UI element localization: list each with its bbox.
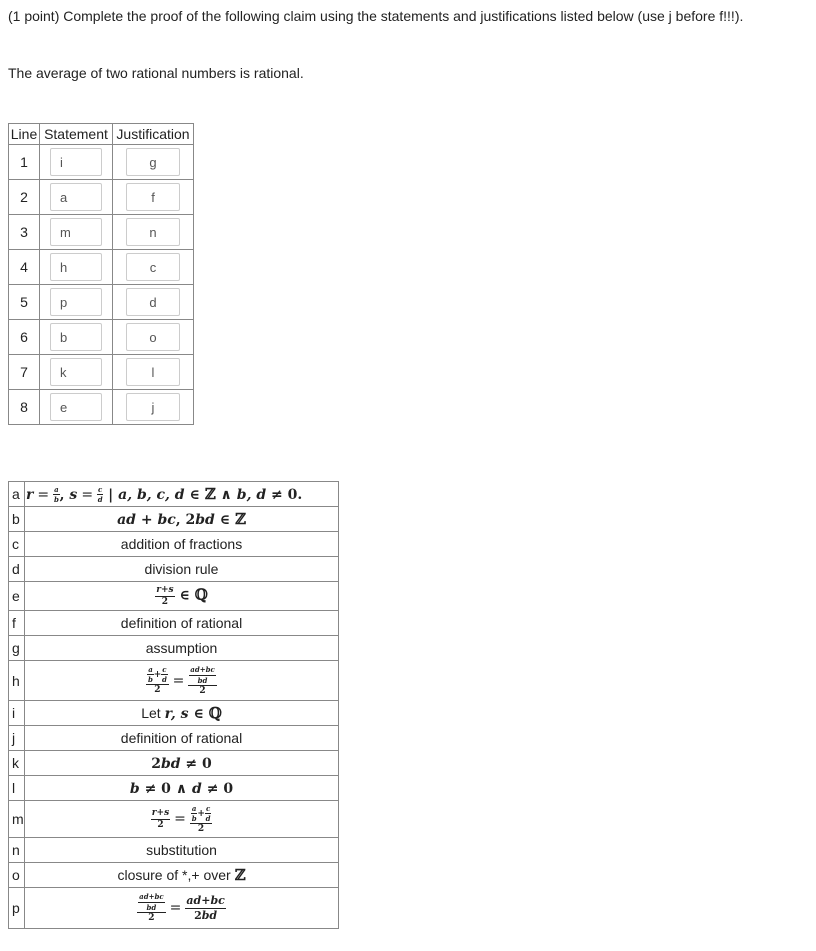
justification-input[interactable] xyxy=(126,218,180,246)
justification-input[interactable] xyxy=(126,393,180,421)
option-letter: g xyxy=(9,636,25,661)
option-row xyxy=(9,863,339,888)
option-letter: d xyxy=(9,557,25,582)
line-number: 4 xyxy=(9,250,40,285)
option-text: $\frac{a}{b}$ + $\frac{c}{d}$ 2 = $\frac{\frac{ad+bc}{bd}}{2}$ xyxy=(25,661,339,701)
option-row xyxy=(9,507,339,532)
header-statement: Statement xyxy=(40,124,113,145)
statement-input[interactable] xyxy=(50,183,102,211)
option-row xyxy=(9,661,339,701)
option-text: 2bd ≠ 0 xyxy=(25,751,339,776)
option-row xyxy=(9,701,339,726)
option-text-prefix: Let xyxy=(141,705,161,721)
option-text: definition of rational xyxy=(25,611,339,636)
option-text: $\frac{\frac{ad+bc}{bd}}{2}$ = $\frac{ad+bc}{2bd}$ xyxy=(25,888,339,929)
line-number: 3 xyxy=(9,215,40,250)
option-row xyxy=(9,557,339,582)
option-letter: b xyxy=(9,507,25,532)
option-text: closure of *,+ over ℤ xyxy=(25,863,339,888)
option-row xyxy=(9,801,339,838)
option-letter: p xyxy=(9,888,25,929)
statement-input[interactable] xyxy=(50,218,102,246)
proof-row xyxy=(9,145,194,180)
line-number: 5 xyxy=(9,285,40,320)
option-letter: j xyxy=(9,726,25,751)
option-text-prefix: closure of *,+ over xyxy=(117,867,231,883)
proof-row xyxy=(9,250,194,285)
justification-input[interactable] xyxy=(126,288,180,316)
option-text: b ≠ 0 ∧ d ≠ 0 xyxy=(25,776,339,801)
option-letter: f xyxy=(9,611,25,636)
option-row xyxy=(9,888,339,929)
proof-header-row xyxy=(9,124,194,145)
proof-table xyxy=(8,123,194,425)
option-letter: e xyxy=(9,582,25,611)
line-number: 6 xyxy=(9,320,40,355)
line-number: 1 xyxy=(9,145,40,180)
option-row xyxy=(9,611,339,636)
proof-row xyxy=(9,285,194,320)
option-letter: o xyxy=(9,863,25,888)
option-letter: c xyxy=(9,532,25,557)
line-number: 8 xyxy=(9,390,40,425)
option-row xyxy=(9,776,339,801)
option-letter: i xyxy=(9,701,25,726)
justification-input[interactable] xyxy=(126,148,180,176)
option-row xyxy=(9,636,339,661)
statement-input[interactable] xyxy=(50,393,102,421)
option-text: addition of fractions xyxy=(25,532,339,557)
option-row xyxy=(9,751,339,776)
option-letter: a xyxy=(9,482,25,507)
option-text: Let r, s ∈ ℚ xyxy=(25,701,339,726)
option-row xyxy=(9,582,339,611)
option-text: definition of rational xyxy=(25,726,339,751)
option-text: substitution xyxy=(25,838,339,863)
statement-input[interactable] xyxy=(50,288,102,316)
option-text: $\frac{r+s}{2}$ ∈ ℚ xyxy=(25,582,339,611)
justification-input[interactable] xyxy=(126,253,180,281)
statement-input[interactable] xyxy=(50,253,102,281)
option-row xyxy=(9,838,339,863)
option-row xyxy=(9,482,339,507)
header-line: Line xyxy=(9,124,40,145)
option-text: assumption xyxy=(25,636,339,661)
proof-row xyxy=(9,390,194,425)
statement-input[interactable] xyxy=(50,358,102,386)
option-text: $\frac{r+s}{2}$ = $\frac{a}{b}$ + $\frac{c}{d}$ 2 xyxy=(25,801,339,838)
options-table xyxy=(8,481,339,929)
proof-row xyxy=(9,320,194,355)
proof-row xyxy=(9,215,194,250)
option-text: r = $\frac{a}{b}$ , s = $\frac{c}{d}$ | a, b, c, d ∈ ℤ ∧ b, d ≠ 0. xyxy=(25,482,339,507)
option-text: division rule xyxy=(25,557,339,582)
line-number: 2 xyxy=(9,180,40,215)
justification-input[interactable] xyxy=(126,358,180,386)
statement-input[interactable] xyxy=(50,148,102,176)
proof-row xyxy=(9,180,194,215)
proof-row xyxy=(9,355,194,390)
header-justification: Justification xyxy=(113,124,194,145)
option-row xyxy=(9,726,339,751)
option-letter: m xyxy=(9,801,25,838)
statement-input[interactable] xyxy=(50,323,102,351)
line-number: 7 xyxy=(9,355,40,390)
option-letter: n xyxy=(9,838,25,863)
question-header: (1 point) Complete the proof of the following claim using the statements and justifications listed below (use j before f!!!). xyxy=(8,8,744,24)
claim-statement: The average of two rational numbers is rational. xyxy=(8,65,304,81)
option-letter: k xyxy=(9,751,25,776)
option-row xyxy=(9,532,339,557)
option-letter: l xyxy=(9,776,25,801)
justification-input[interactable] xyxy=(126,183,180,211)
justification-input[interactable] xyxy=(126,323,180,351)
option-letter: h xyxy=(9,661,25,701)
option-text: ad + bc, 2bd ∈ ℤ xyxy=(25,507,339,532)
